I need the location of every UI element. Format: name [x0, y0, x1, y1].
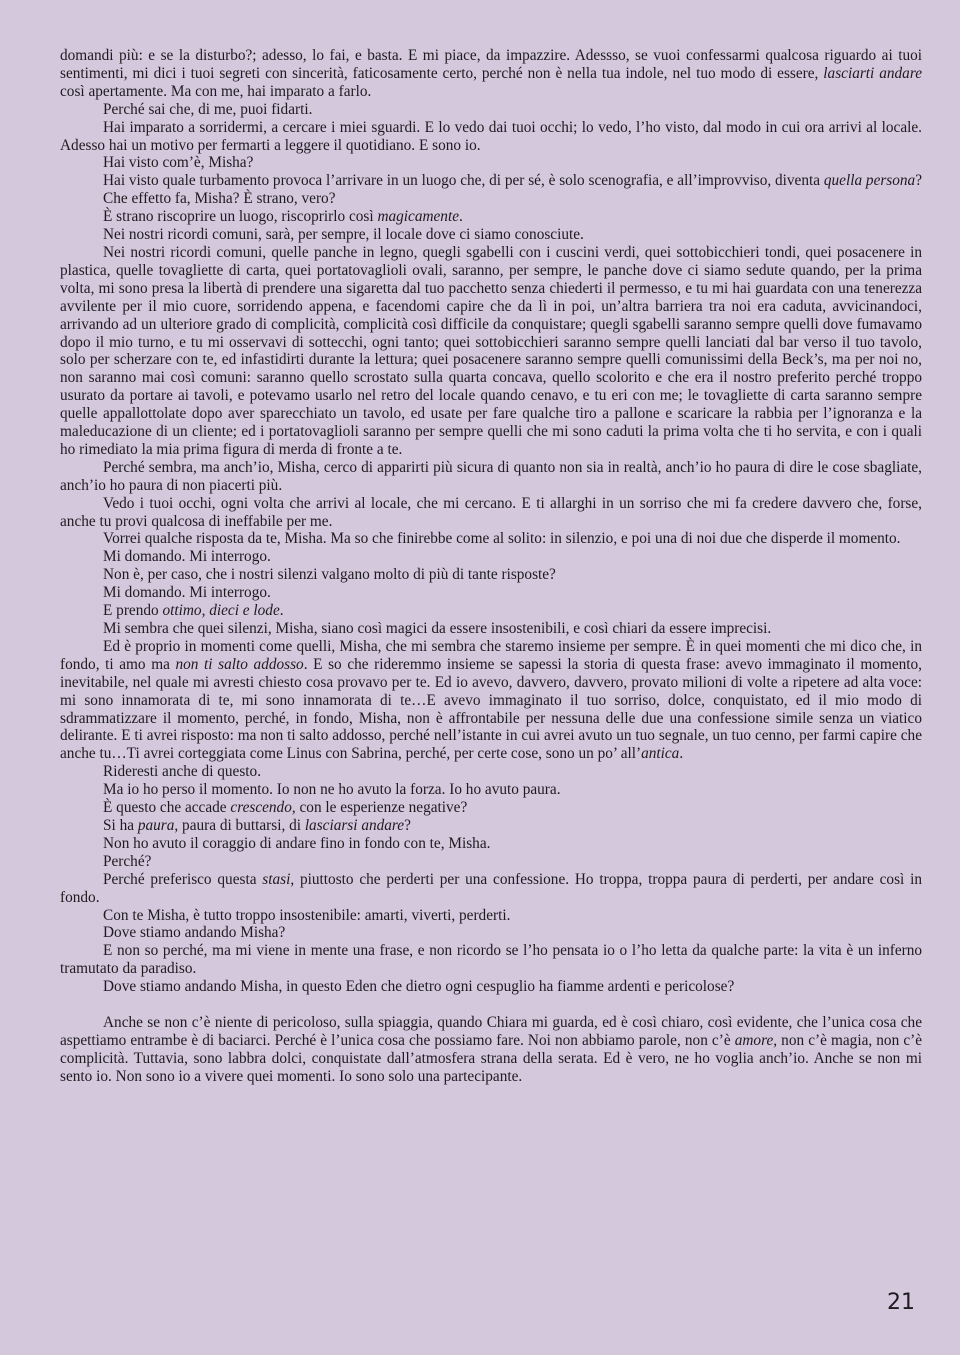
- paragraph: [60, 459, 922, 495]
- text-run: Perché preferisco questa: [103, 870, 263, 888]
- italic-text: amore: [734, 1031, 774, 1049]
- paragraph: [60, 978, 922, 996]
- paragraph: [60, 530, 922, 548]
- paragraph: [60, 548, 922, 566]
- paragraph: [60, 495, 922, 531]
- italic-text: quella persona: [823, 172, 916, 190]
- paragraph: [60, 853, 922, 871]
- italic-text: non ti salto addosso: [175, 655, 304, 673]
- paragraph: [60, 584, 922, 602]
- text-run: Vorrei qualche risposta da te, Misha. Ma so che finirebbe come al solito: in silenzio, e poi una di noi due che disperde il momento.: [103, 530, 901, 548]
- text-run: È strano riscoprire un luogo, riscoprirlo così: [103, 208, 378, 226]
- paragraph: [60, 119, 922, 155]
- paragraph: [60, 835, 922, 853]
- text-run: , non c’è magia, non c’è complicità. Tuttavia, sono labbra dolci, conquistate dall’atmosfera strana della serata. Ed è vero, ne ho voglia anch’io. Anche se non mi sento io. Non sono io a vivere quei momenti. Io sono solo una partecipante.: [60, 1031, 922, 1085]
- text-run: .: [279, 602, 284, 620]
- text-run: Perché sembra, ma anch’io, Misha, cerco di apparirti più sicura di quanto non sia in realtà, anch’io ho paura di dire le cose sbagliate, anch’io ho paura di non piacerti più.: [60, 458, 922, 494]
- text-run: , paura di buttarsi, di: [174, 816, 305, 834]
- text-run: Con te Misha, è tutto troppo insostenibile: amarti, viverti, perderti.: [103, 906, 511, 924]
- text-run: Rideresti anche di questo.: [103, 763, 262, 781]
- paragraph: [60, 101, 922, 119]
- text-run: Perché?: [103, 852, 152, 870]
- text-run: Anche se non c’è niente di pericoloso, sulla spiaggia, quando Chiara mi guarda, ed è così chiaro, così evidente, che l’unica cosa che aspettiamo entrambe è di baciarci. Perché è l’unica cosa che possiamo fare. Noi non abbiamo parole, non c’è: [60, 1014, 922, 1049]
- text-run: Che effetto fa, Misha? È strano, vero?: [103, 190, 336, 208]
- italic-text: ottimo, dieci e lode: [162, 602, 280, 620]
- text-run: Nei nostri ricordi comuni, quelle panche in legno, quegli sgabelli con i cuscini verdi, quei sottobicchieri tondi, quei posacenere in plastica, quelle tovagliette di carta, quei portatovaglioli ovali, saranno, per sempre, le panche dove ci siamo sedute quando, per la prima volta, mi sono presa la libertà di prendere una sigaretta dal tuo pacchetto senza chiederti il permesso, e tu mi hai guardata con una tenerezza avvilente per il mio cuore, sorridendo appena, e facendomi capire che da lì in poi, un’altra barriera tra noi era caduta, avvicinandoci, arrivando ad un ulteriore grado di complicità, complicità così difficile da conquistare; quegli sgabelli saranno sempre quelli dove fumavamo dopo il mio turno, e tu mi osservavi di sottecchi, ogni tanto; quei sottobicchieri saranno sempre quelli lanciati dal bar verso il tuo tavolo, solo per scherzare con te, ed infastidirti durante la lettura; quei posacenere saranno sempre quelli comunissimi della Beck’s, ma per noi no, non saranno mai così comuni: saranno quello scrostato sulla quarta concava, quello scolorito e che era il nostro preferito perché troppo usurato da portare ai tavoli, e potevamo usarlo nel retro del locale quando cenavo, e tu eri con me; le tovagliette di carta saranno sempre quelle appallottolate dopo aver sparecchiato un tavolo, ed usate per fare qualche tiro a pallone e scaricare la rabbia per l’ignoranza e la maleducazione di un cliente; ed i portatovaglioli saranno per sempre quelli che mi sono caduti la prima volta che ti ho servita, e con i quali ho rimediato la mia prima figura di merda di fronte a te.: [60, 243, 922, 458]
- text-run: Hai visto quale turbamento provoca l’arrivare in un luogo che, di per sé, è solo scenografia, e all’improvviso, diventa: [103, 172, 824, 190]
- italic-text: stasi: [262, 870, 291, 888]
- text-run: Mi domando. Mi interrogo.: [103, 584, 271, 602]
- paragraph: [60, 172, 922, 190]
- paragraph: [60, 154, 922, 172]
- text-run: domandi più: e se la disturbo?; adesso, lo fai, e basta. E mi piace, da impazzire. Adessso, se vuoi confessarmi qualcosa riguardo ai tuoi sentimenti, mi dici i tuoi segreti con sincerità, faticosamente certo, perché non è nella tua indole, nel tuo modo di essere,: [60, 47, 922, 82]
- paragraph: [60, 620, 922, 638]
- text-run: Perché sai che, di me, puoi fidarti.: [103, 100, 313, 118]
- paragraph: [60, 924, 922, 942]
- paragraph: [60, 871, 922, 907]
- paragraph: [60, 566, 922, 584]
- paragraph: [60, 208, 922, 226]
- paragraph: [60, 763, 922, 781]
- paragraph: [60, 799, 922, 817]
- page-number: 21: [887, 1290, 915, 1315]
- text-run: Ma io ho perso il momento. Io non ne ho avuto la forza. Io ho avuto paura.: [103, 781, 561, 799]
- text-run: E non so perché, ma mi viene in mente una frase, e non ricordo se l’ho pensata io o l’ho letta da qualche parte: la vita è un inferno tramutato da paradiso.: [60, 942, 922, 978]
- paragraph: [60, 602, 922, 620]
- text-run: Vedo i tuoi occhi, ogni volta che arrivi al locale, che mi cercano. E ti allarghi in un sorriso che mi fa credere davvero che, forse, anche tu provi qualcosa di ineffabile per me.: [60, 494, 922, 530]
- paragraph: [60, 942, 922, 978]
- body-text: [60, 47, 922, 1086]
- italic-text: magicamente: [377, 208, 459, 226]
- paragraph: [60, 244, 922, 459]
- text-run: Non è, per caso, che i nostri silenzi valgano molto di più di tante risposte?: [103, 566, 556, 584]
- text-run: Ed è proprio in momenti come quelli, Misha, che mi sembra che staremo insieme per sempre. È in quei momenti che mi dico che, in fondo, ti amo ma: [60, 637, 922, 673]
- text-run: Dove stiamo andando Misha, in questo Eden che dietro ogni cespuglio ha fiamme ardenti e pericolose?: [103, 978, 735, 996]
- paragraph: [60, 226, 922, 244]
- paragraph: [60, 907, 922, 925]
- text-run: Hai imparato a sorridermi, a cercare i miei sguardi. E lo vedo dai tuoi occhi; lo vedo, l’ho visto, dal modo in cui ora arrivi al locale. Adesso hai un motivo per fermarti a leggere il quotidiano. E sono io.: [60, 118, 922, 154]
- text-run: Mi sembra che quei silenzi, Misha, siano così magici da essere insostenibili, e così chiari da essere imprecisi.: [103, 620, 772, 637]
- text-run: ?: [404, 816, 411, 834]
- text-run: Dove stiamo andando Misha?: [103, 924, 286, 942]
- text-run: , con le esperienze negative?: [291, 799, 468, 817]
- text-run: Nei nostri ricordi comuni, sarà, per sempre, il locale dove ci siamo conosciute.: [103, 226, 584, 244]
- paragraph: [60, 47, 922, 101]
- italic-text: crescendo: [230, 799, 292, 817]
- text-run: Hai visto com’è, Misha?: [103, 154, 254, 172]
- text-run: Non ho avuto il coraggio di andare fino in fondo con te, Misha.: [103, 834, 491, 852]
- paragraph: [60, 190, 922, 208]
- text-run: Mi domando. Mi interrogo.: [103, 548, 271, 566]
- text-run: E prendo: [103, 602, 163, 620]
- text-run: ?: [915, 172, 923, 190]
- italic-text: lasciarti andare: [823, 64, 922, 82]
- italic-text: paura: [137, 816, 175, 834]
- text-run: È questo che accade: [103, 799, 231, 817]
- paragraph: [60, 638, 922, 763]
- text-run: così apertamente. Ma con me, hai imparato a farlo.: [60, 82, 372, 100]
- text-run: Si ha: [103, 816, 138, 834]
- paragraph: [60, 1014, 922, 1086]
- text-run: . E so che rideremmo insieme se sapessi la storia di questa frase: avevo immaginato il momento, inevitabile, nel quale mi avresti chiesto cosa provavo per te. Ed io avevo, davvero, davvero, provato milioni di volte a ripetere ad alta voce: mi sono innamorata di te, mi sono innamorata di te…E avevo immaginato il tuo sorriso, dolce, conquistato, ed il mio modo di sdrammatizzare il momento, perché, in fondo, Misha, non è affrontabile per nessuna delle due una confessione simile senza un viatico delirante. E ti avrei risposto: ma non ti salto addosso, perché nell’istante in cui avrei avuto un tuo segnale, un tuo cenno, per farmi capire che anche tu…Ti avrei corteggiata come Linus con Sabrina, perché, per certe cose, sono un po’ all’: [60, 655, 922, 763]
- text-run: , piuttosto che perderti per una confessione. Ho troppa, troppa paura di perderti, per andare così in fondo.: [60, 870, 922, 906]
- paragraph: [60, 817, 922, 835]
- paragraph: [60, 781, 922, 799]
- italic-text: antica: [641, 745, 680, 763]
- italic-text: lasciarsi andare: [304, 816, 405, 834]
- text-run: .: [459, 208, 463, 226]
- text-run: .: [679, 745, 684, 763]
